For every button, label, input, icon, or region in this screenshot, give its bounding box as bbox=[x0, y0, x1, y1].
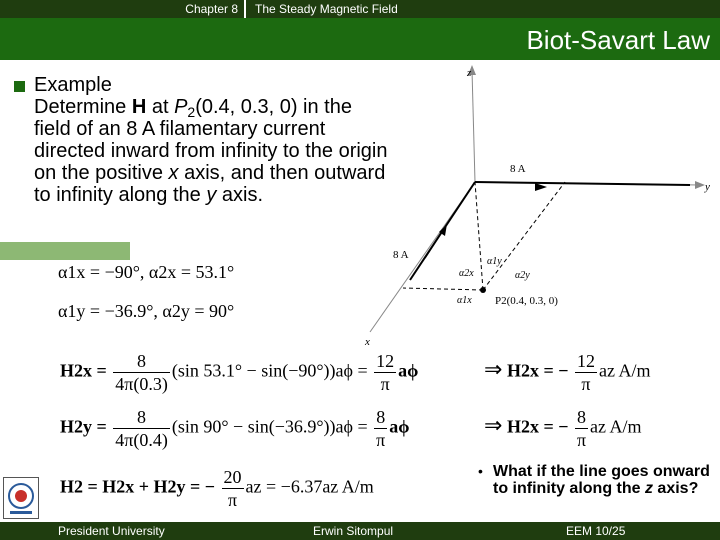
chapter-number: Chapter 8 bbox=[0, 0, 246, 18]
h2-total-fraction: $\frac{20}{\pi}$ bbox=[223, 467, 242, 510]
h2x-fraction2: $\frac{12}{\pi}$ bbox=[376, 351, 395, 394]
accent-box bbox=[0, 242, 130, 260]
arrow-y-head bbox=[535, 183, 547, 191]
implies-arrow-icon: ⇒ bbox=[484, 356, 503, 382]
university-logo bbox=[3, 477, 39, 519]
h2y-fraction: $\frac{8}{4\pi(0.4)}$ bbox=[115, 407, 168, 450]
axis-y-head bbox=[695, 181, 705, 189]
chapter-title: The Steady Magnetic Field bbox=[255, 2, 398, 16]
question-bullet: • bbox=[478, 463, 483, 479]
arrow-x-shaft bbox=[425, 230, 443, 258]
point-p2 bbox=[480, 287, 486, 293]
alpha-2x-label: α2x bbox=[459, 268, 474, 279]
h2-total-equation: H2 = H2x + H2y = − $\frac{20}{\pi}$ az = −6.37az A/m bbox=[60, 467, 374, 510]
slide-title: Biot-Savart Law bbox=[526, 25, 710, 55]
x-axis-label: x bbox=[365, 336, 370, 348]
point-label: P2(0.4, 0.3, 0) bbox=[495, 295, 558, 307]
geometry-figure bbox=[355, 62, 720, 352]
alpha-2y-label: α2y bbox=[515, 270, 530, 281]
h2x-fraction: $\frac{8}{4\pi(0.3)}$ bbox=[115, 351, 168, 394]
alpha-1y-label: α1y bbox=[487, 256, 502, 267]
footer-left: President University bbox=[58, 524, 165, 538]
footer-center: Erwin Sitompul bbox=[313, 524, 394, 538]
z-axis-label: z bbox=[467, 67, 472, 79]
current-line-y bbox=[475, 182, 690, 185]
crest-icon bbox=[4, 478, 38, 518]
footer-right: EEM 10/25 bbox=[566, 524, 626, 538]
example-heading: Example bbox=[34, 74, 112, 96]
alpha-1x-label: α1x bbox=[457, 295, 472, 306]
h2y-fraction2: $\frac{8}{\pi}$ bbox=[376, 407, 386, 450]
current-label-y: 8 A bbox=[510, 163, 526, 175]
h2x-equation: H2x = $\frac{8}{4\pi(0.3)}$ (sin 53.1° − sin(−90°))aϕ = $\frac{12}{\pi}$ aϕ bbox=[60, 351, 419, 394]
h2y-result: ⇒ H2x = − $\frac{8}{\pi}$ az A/m bbox=[484, 407, 642, 450]
square-bullet-icon bbox=[14, 81, 25, 92]
angles-y-equation: α1y = −36.9°, α2y = 90° bbox=[58, 301, 235, 321]
h2y-result-fraction: $\frac{8}{\pi}$ bbox=[576, 407, 587, 450]
h2y-equation: H2y = $\frac{8}{4\pi(0.4)}$ (sin 90° − sin(−36.9°))aϕ = $\frac{8}{\pi}$ aϕ bbox=[60, 407, 410, 450]
h2x-result-fraction: $\frac{12}{\pi}$ bbox=[576, 351, 595, 394]
y-axis-label: y bbox=[705, 181, 710, 193]
z-axis bbox=[472, 70, 475, 182]
dashed-to-origin bbox=[475, 182, 483, 290]
implies-arrow-icon: ⇒ bbox=[484, 412, 503, 438]
angles-x-equation: α1x = −90°, α2x = 53.1° bbox=[58, 262, 235, 282]
h2x-result: ⇒ H2x = − $\frac{12}{\pi}$ az A/m bbox=[484, 351, 651, 394]
dashed-to-x bbox=[403, 288, 483, 290]
example-body: Determine H at $P_2(0.4$, 0.3, 0) in the field of an 8 A filamentary current directed inward from infinity to the origin on the positive x axis, and then outward to infinity along the y axis. bbox=[34, 96, 388, 206]
question-text: What if the line goes onward to infinity along the z axis? bbox=[493, 463, 710, 497]
current-label-x: 8 A bbox=[393, 249, 409, 261]
